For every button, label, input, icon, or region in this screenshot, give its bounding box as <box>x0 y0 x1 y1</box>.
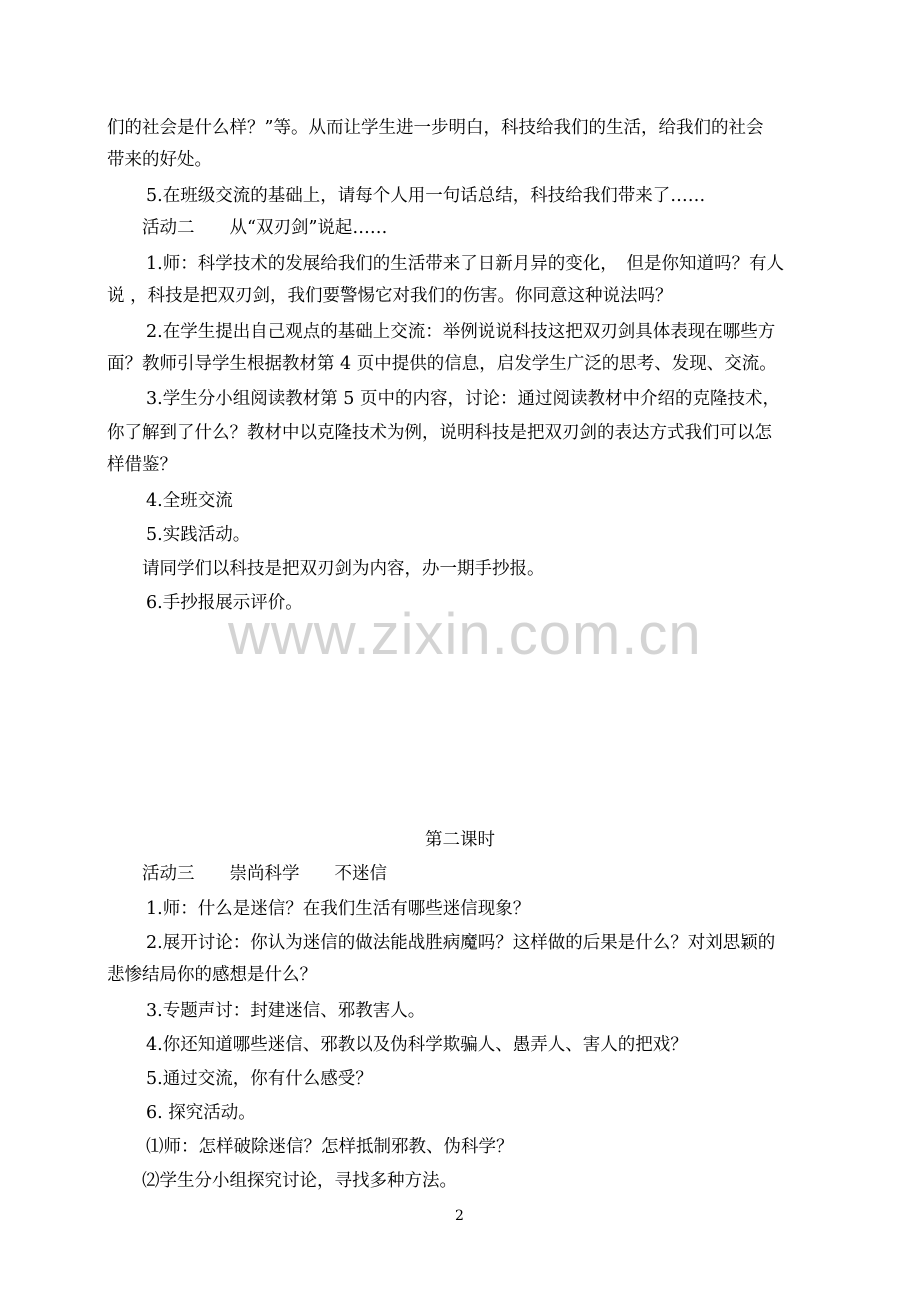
paragraph-line: 3.学生分小组阅读教材第 5 页中的内容，讨论：通过阅读教材中介绍的克隆技术， <box>146 389 780 409</box>
paragraph-line: 4.全班交流 <box>146 491 233 511</box>
paragraph-line: 4.你还知道哪些迷信、邪教以及伪科学欺骗人、愚弄人、害人的把戏？ <box>146 1035 688 1055</box>
paragraph-line: 6. 探究活动。 <box>146 1103 256 1123</box>
paragraph-line: 5.实践活动。 <box>146 525 251 545</box>
paragraph-line: 5.通过交流，你有什么感受？ <box>146 1069 373 1089</box>
paragraph-line: 2.在学生提出自己观点的基础上交流：举例说说科技这把双刃剑具体表现在哪些方 <box>146 322 776 342</box>
page-number: 2 <box>455 1208 464 1224</box>
paragraph-line: ⑴师：怎样破除迷信？怎样抵制邪教、伪科学？ <box>146 1137 514 1157</box>
paragraph-line: 5.在班级交流的基础上，请每个人用一句话总结，科技给我们带来了…… <box>146 186 706 206</box>
paragraph-line: ⑵学生分小组探究讨论，寻找多种方法。 <box>142 1171 457 1191</box>
watermark: www.zixin.com.cn <box>228 602 702 667</box>
paragraph-line: 样借鉴？ <box>107 455 177 475</box>
paragraph-line: 面？教师引导学生根据教材第 4 页中提供的信息，启发学生广泛的思考、发现、交流。 <box>107 354 777 374</box>
activity-heading: 活动二 从“双刃剑”说起…… <box>142 218 388 238</box>
paragraph-line: 们的社会是什么样？”等。从而让学生进一步明白，科技给我们的生活，给我们的社会 <box>107 118 764 138</box>
paragraph-line: 6.手抄报展示评价。 <box>146 593 303 613</box>
activity-heading: 活动三 崇尚科学 不迷信 <box>142 864 387 884</box>
paragraph-line: 3.专题声讨：封建迷信、邪教害人。 <box>146 1001 426 1021</box>
lesson-title: 第二课时 <box>425 830 495 850</box>
paragraph-line: 请同学们以科技是把双刃剑为内容，办一期手抄报。 <box>142 559 545 579</box>
paragraph-line: 1.师：什么是迷信？在我们生活有哪些迷信现象？ <box>146 899 531 919</box>
paragraph-line: 2.展开讨论：你认为迷信的做法能战胜病魔吗？这样做的后果是什么？对刘思颖的 <box>146 933 776 953</box>
paragraph-line: 说 ，科技是把双刃剑，我们要警惕它对我们的伤害。你同意这种说法吗？ <box>107 286 673 306</box>
paragraph-line: 1.师：科学技术的发展给我们的生活带来了日新月异的变化， 但是你知道吗？有人 <box>146 254 784 274</box>
paragraph-line: 你了解到了什么？教材中以克隆技术为例，说明科技是把双刃剑的表达方式我们可以怎 <box>107 423 772 443</box>
paragraph-line: 带来的好处。 <box>107 150 212 170</box>
paragraph-line: 悲惨结局你的感想是什么？ <box>107 965 317 985</box>
